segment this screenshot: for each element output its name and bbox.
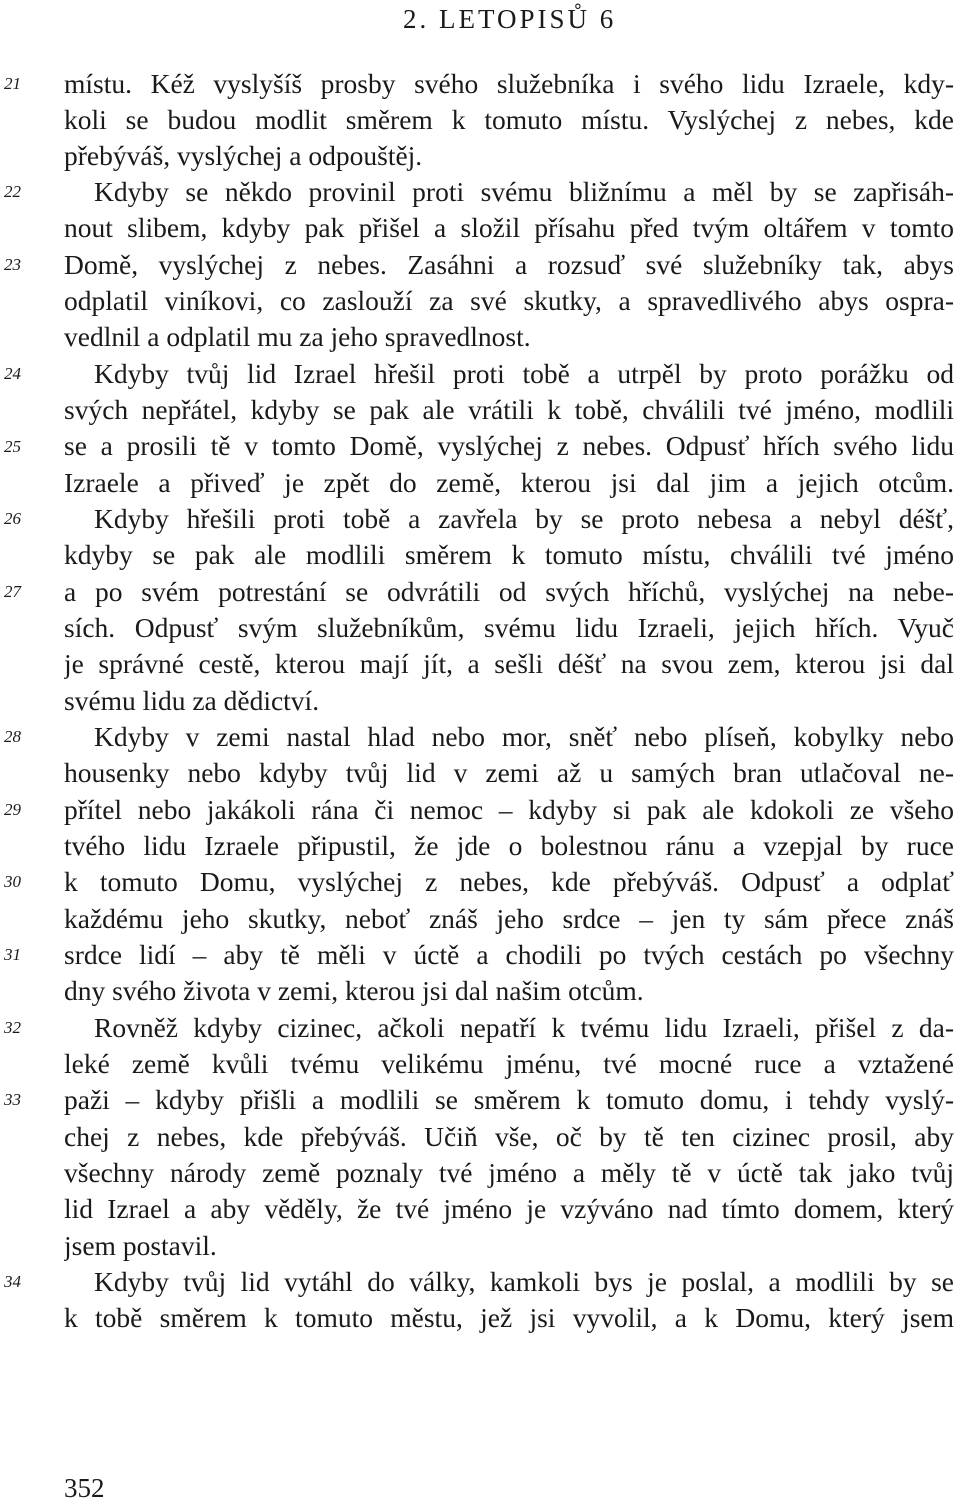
text-line: přebýváš, vyslýchej a odpouštěj. <box>64 140 423 171</box>
text-line: kdyby se pak ale modlili směrem k tomuto místu, chválili tvé jméno <box>64 539 954 570</box>
text-line: se a prosili tě v tomto Domě, vyslýchej z nebes. Odpusť hřích svého lidu <box>64 430 954 461</box>
text-line: sích. Odpusť svým služebníkům, svému lidu Izraeli, jejich hřích. Vyuč <box>64 612 954 643</box>
text-line: každému jeho skutky, neboť znáš jeho srdce – jen ty sám přece znáš <box>64 903 954 934</box>
text-line: místu. Kéž vyslyšíš prosby svého služebníka i svého lidu Izraele, kdy- <box>64 68 954 99</box>
text-line: přítel nebo jakákoli rána či nemoc – kdyby si pak ale kdokoli ze všeho <box>64 794 954 825</box>
verse-number: 23 <box>4 255 21 274</box>
verse-number: 32 <box>4 1018 21 1037</box>
text-line: jsem postavil. <box>64 1230 217 1261</box>
verse-number: 24 <box>4 364 21 383</box>
verse-number: 33 <box>4 1090 21 1109</box>
verse-number: 28 <box>4 727 21 746</box>
text-line: odplatil viníkovi, co zaslouží za své skutky, a spravedlivého abys ospra- <box>64 285 954 316</box>
verse-number: 27 <box>4 582 21 601</box>
running-header: 2. LETOPISŮ 6 <box>403 4 617 34</box>
verse-number: 34 <box>4 1272 21 1291</box>
verse-number: 29 <box>4 800 21 819</box>
page-number: 352 <box>64 1473 105 1503</box>
text-line: k tobě směrem k tomuto městu, jež jsi vyvolil, a k Domu, který jsem <box>64 1302 954 1333</box>
text-line: koli se budou modlit směrem k tomuto místu. Vyslýchej z nebes, kde <box>64 104 954 135</box>
text-line: srdce lidí – aby tě měli v úctě a chodili po tvých cestách po všechny <box>64 939 954 970</box>
verse-number: 25 <box>4 437 21 456</box>
verse-number: 30 <box>4 872 21 891</box>
verse-number: 26 <box>4 509 21 528</box>
text-line: svých nepřátel, kdyby se pak ale vrátili k tobě, chválili tvé jméno, modlili <box>64 394 954 425</box>
verse-number: 31 <box>4 945 21 964</box>
text-line: housenky nebo kdyby tvůj lid v zemi až u samých bran utlačoval ne- <box>64 757 954 788</box>
text-line: Kdyby tvůj lid vytáhl do války, kamkoli bys je poslal, a modlili by se <box>94 1266 954 1297</box>
text-line: Domě, vyslýchej z nebes. Zasáhni a rozsuď své služebníky tak, abys <box>64 249 954 280</box>
text-line: je správné cestě, kterou mají jít, a sešli déšť na svou zem, kterou jsi dal <box>64 648 954 679</box>
text-line: dny svého života v zemi, kterou jsi dal našim otcům. <box>64 975 644 1006</box>
text-line: k tomuto Domu, vyslýchej z nebes, kde přebýváš. Odpusť a odplať <box>64 866 954 897</box>
text-line: lid Izrael a aby věděly, že tvé jméno je vzýváno nad tímto domem, který <box>64 1193 954 1224</box>
verse-number: 22 <box>4 182 21 201</box>
text-line: všechny národy země poznaly tvé jméno a měly tě v úctě tak jako tvůj <box>64 1157 954 1188</box>
text-line: Kdyby tvůj lid Izrael hřešil proti tobě a utrpěl by proto porážku od <box>94 358 954 389</box>
text-line: paži – kdyby přišli a modlili se směrem k tomuto domu, i tehdy vyslý- <box>64 1084 954 1115</box>
text-line: Kdyby v zemi nastal hlad nebo mor, sněť nebo plíseň, kobylky nebo <box>94 721 954 752</box>
text-line: Izraele a přiveď je zpět do země, kterou jsi dal jim a jejich otcům. <box>64 467 954 498</box>
text-line: Rovněž kdyby cizinec, ačkoli nepatří k tvému lidu Izraeli, přišel z da- <box>94 1012 954 1043</box>
text-line: Kdyby hřešili proti tobě a zavřela by se proto nebesa a nebyl déšť, <box>94 503 954 534</box>
text-line: chej z nebes, kde přebýváš. Učiň vše, oč by tě ten cizinec prosil, aby <box>64 1121 954 1152</box>
text-line: nout slibem, kdyby pak přišel a složil přísahu před tvým oltářem v tomto <box>64 212 954 243</box>
verse-number: 21 <box>4 74 21 93</box>
text-line: tvého lidu Izraele připustil, že jde o bolestnou ránu a vzepjal by ruce <box>64 830 954 861</box>
text-line: vedlnil a odplatil mu za jeho spravedlnost. <box>64 321 531 352</box>
text-line: svému lidu za dědictví. <box>64 685 320 716</box>
text-line: a po svém potrestání se odvrátili od svých hříchů, vyslýchej na nebe- <box>64 576 954 607</box>
text-line: leké země kvůli tvému velikému jménu, tvé mocné ruce a vztažené <box>64 1048 954 1079</box>
text-line: Kdyby se někdo provinil proti svému bližnímu a měl by se zapřisáh- <box>94 176 954 207</box>
